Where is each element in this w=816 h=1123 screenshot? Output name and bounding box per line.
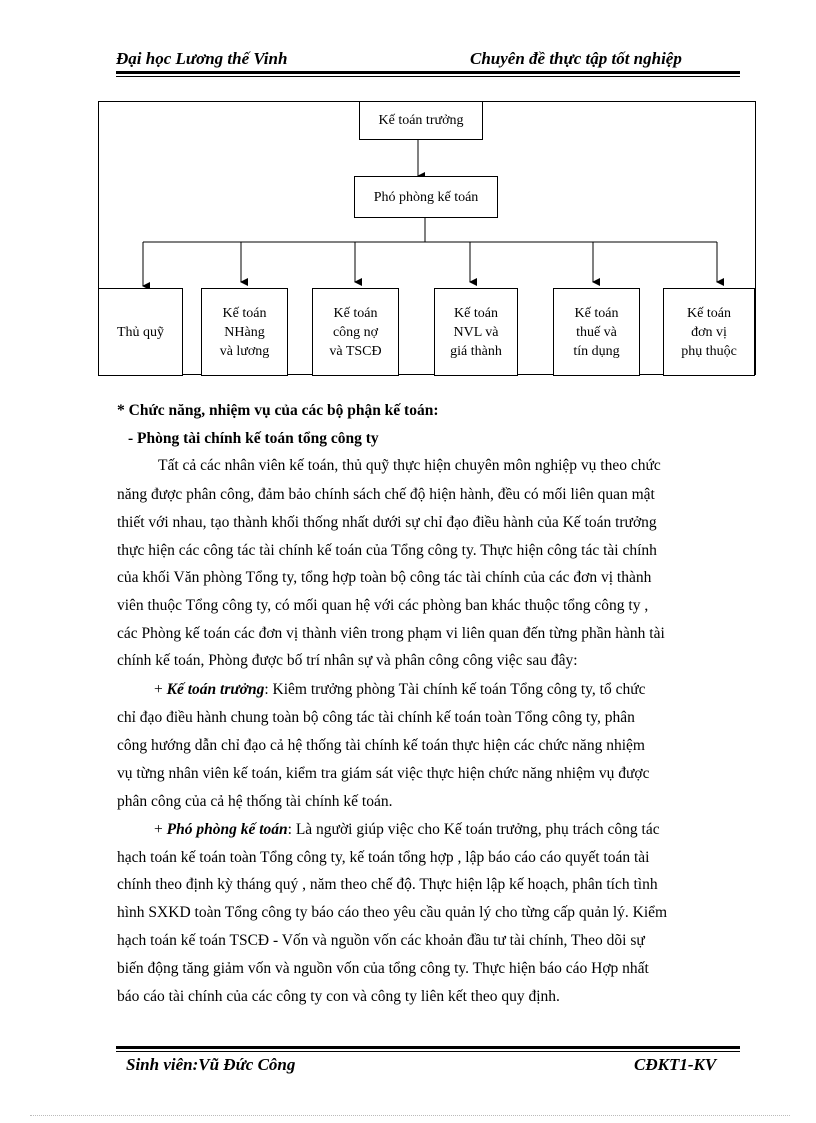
- box-dept-materials-cost: Kế toán NVL và giá thành: [434, 288, 518, 376]
- intro-line: thiết với nhau, tạo thành khối thống nhất dưới sự chỉ đạo điều hành của Kế toán trưởng: [117, 514, 657, 531]
- deputy-first-line: : Là người giúp việc cho Kế toán trưởng, phụ trách công tác: [287, 821, 660, 838]
- deputy-line: hạch toán kế toán TSCĐ - Vốn và nguồn vốn các khoản đầu tư tài chính, Theo dõi sự: [117, 932, 645, 949]
- deputy-paragraph-first: [154, 821, 660, 839]
- chief-line: phân công của cả hệ thống tài chính kế toán.: [117, 793, 393, 810]
- box-dept-cashier: Thủ quỹ: [98, 288, 183, 376]
- box-dept-subsidiary: Kế toán đơn vị phụ thuộc: [663, 288, 755, 376]
- intro-line: viên thuộc Tổng công ty, có mối quan hệ với các phòng ban khác thuộc tổng công ty ,: [117, 597, 649, 614]
- section-subheading: - Phòng tài chính kế toán tổng công ty: [128, 430, 379, 447]
- chief-line: vụ từng nhân viên kế toán, kiểm tra giám sát việc thực hiện chức năng nhiệm vụ được: [117, 765, 650, 782]
- chief-first-line: : Kiêm trưởng phòng Tài chính kế toán Tổng công ty, tổ chức: [264, 681, 646, 698]
- deputy-line: chính theo định kỳ tháng quý , năm theo chế độ. Thực hiện lập kế hoạch, phân tích tình: [117, 876, 658, 893]
- deputy-prefix: +: [154, 821, 167, 838]
- intro-line: Tất cả các nhân viên kế toán, thủ quỹ thực hiện chuyên môn nghiệp vụ theo chức: [158, 457, 661, 474]
- footer-class: CĐKT1-KV: [634, 1055, 717, 1074]
- footer-rule-thick: [116, 1046, 740, 1049]
- deputy-title: Phó phòng kế toán: [166, 821, 288, 838]
- intro-line: thực hiện các công tác tài chính kế toán của Tổng công ty. Thực hiện công tác tài chính: [117, 542, 657, 559]
- box-dept-debt-assets: Kế toán công nợ và TSCĐ: [312, 288, 399, 376]
- section-heading: * Chức năng, nhiệm vụ của các bộ phận kế toán:: [117, 402, 439, 419]
- deputy-line: hạch toán kế toán toàn Tổng công ty, kế toán tổng hợp , lập báo cáo cáo quyết toán tài: [117, 849, 650, 866]
- page-bottom-dotted-line: [30, 1115, 790, 1116]
- chief-title: Kế toán trưởng: [166, 681, 265, 698]
- chief-line: công hướng dẫn chỉ đạo cả hệ thống tài chính kế toán thực hiện các chức năng nhiệm: [117, 737, 645, 754]
- intro-line: các Phòng kế toán các đơn vị thành viên trong phạm vi liên quan đến từng phần hành tài: [117, 625, 665, 642]
- chief-prefix: +: [154, 681, 167, 698]
- box-dept-bank-payroll: Kế toán NHàng và lương: [201, 288, 288, 376]
- deputy-line: hình SXKD toàn Tổng công ty báo cáo theo yêu cầu quản lý cho từng cấp quản lý. Kiểm: [117, 904, 668, 921]
- chief-paragraph-first: [154, 681, 646, 699]
- box-chief-accountant: Kế toán trưởng: [359, 101, 483, 140]
- header-school: Đại học Lương thế Vinh: [116, 49, 288, 68]
- deputy-line: báo cáo tài chính của các công ty con và công ty liên kết theo quy định.: [117, 988, 560, 1005]
- footer-rule-thin: [116, 1051, 740, 1052]
- deputy-line: biến động tăng giảm vốn và nguồn vốn của tổng công ty. Thực hiện báo cáo Hợp nhất: [117, 960, 649, 977]
- intro-line: của khối Văn phòng Tổng ty, tổng hợp toàn bộ công tác tài chính của các đơn vị thành: [117, 569, 652, 586]
- footer-student: Sinh viên:Vũ Đức Công: [126, 1055, 296, 1074]
- header-title: Chuyên đề thực tập tốt nghiệp: [470, 49, 682, 68]
- box-deputy-head: Phó phòng kế toán: [354, 176, 498, 218]
- box-dept-tax-credit: Kế toán thuế và tín dụng: [553, 288, 640, 376]
- intro-line: năng được phân công, đảm bảo chính sách chế độ hiện hành, đều có mối liên quan mật: [117, 486, 655, 503]
- chief-line: chỉ đạo điều hành chung toàn bộ công tác tài chính kế toán toàn Tổng công ty, phân: [117, 709, 635, 726]
- intro-line: chính kế toán, Phòng được bố trí nhân sự và phân công công việc sau đây:: [117, 652, 578, 669]
